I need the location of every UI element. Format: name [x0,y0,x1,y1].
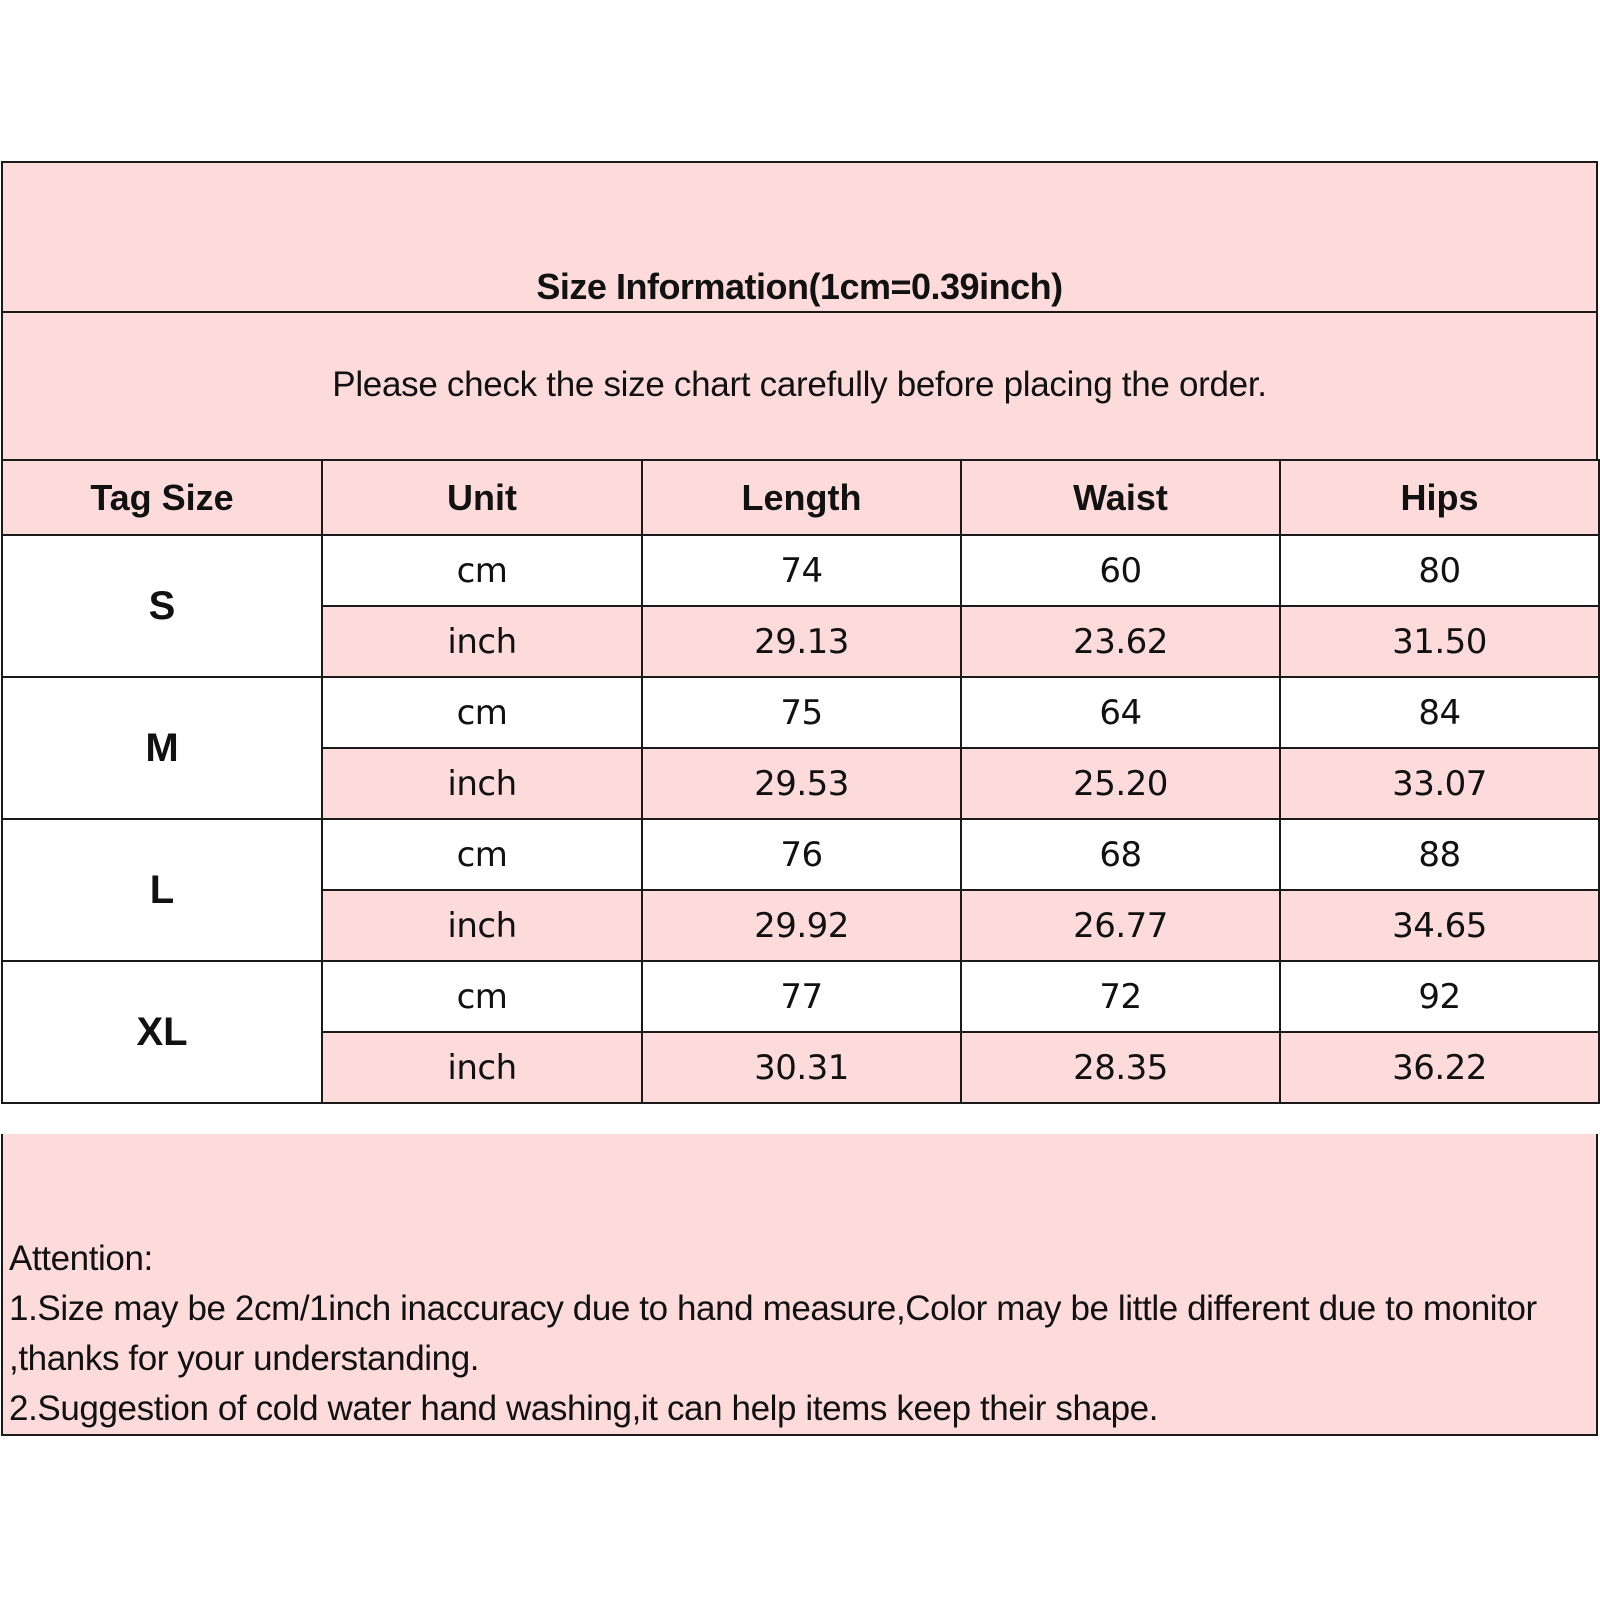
title-band [1,161,1598,312]
attention-band [1,1134,1598,1436]
size-chart [1,161,1598,1436]
attention-notes [9,1234,1586,1434]
hips-cell: 92 [1280,961,1599,1032]
attention-heading: Attention: [9,1239,153,1278]
length-cell: 29.53 [642,748,961,819]
unit-cell: cm [322,961,642,1032]
unit-cell: inch [322,606,642,677]
table-row [2,819,1599,890]
tag-size-cell: S [2,535,322,677]
waist-cell: 60 [961,535,1280,606]
column-header-hips: Hips [1280,460,1599,535]
tag-size-cell: XL [2,961,322,1103]
attention-line: ,thanks for your understanding. [9,1339,480,1378]
unit-cell: inch [322,748,642,819]
unit-cell: cm [322,677,642,748]
column-header-tag-size: Tag Size [2,460,322,535]
tag-size-cell: M [2,677,322,819]
length-cell: 75 [642,677,961,748]
table-row [2,961,1599,1032]
hips-cell: 34.65 [1280,890,1599,961]
length-cell: 29.92 [642,890,961,961]
hips-cell: 36.22 [1280,1032,1599,1103]
length-cell: 74 [642,535,961,606]
tag-size-cell: L [2,819,322,961]
waist-cell: 26.77 [961,890,1280,961]
hips-cell: 31.50 [1280,606,1599,677]
waist-cell: 28.35 [961,1032,1280,1103]
waist-cell: 25.20 [961,748,1280,819]
length-cell: 30.31 [642,1032,961,1103]
hips-cell: 84 [1280,677,1599,748]
attention-line: 2.Suggestion of cold water hand washing,it can help items keep their shape. [9,1389,1159,1428]
table-header-row [2,460,1599,535]
unit-cell: inch [322,890,642,961]
hips-cell: 80 [1280,535,1599,606]
waist-cell: 64 [961,677,1280,748]
waist-cell: 23.62 [961,606,1280,677]
waist-cell: 72 [961,961,1280,1032]
size-chart-note: Please check the size chart carefully before placing the order. [332,365,1267,404]
hips-cell: 33.07 [1280,748,1599,819]
waist-cell: 68 [961,819,1280,890]
attention-line: 1.Size may be 2cm/1inch inaccuracy due to hand measure,Color may be little different due to monitor [9,1289,1537,1328]
unit-cell: cm [322,819,642,890]
hips-cell: 88 [1280,819,1599,890]
length-cell: 29.13 [642,606,961,677]
table-row [2,677,1599,748]
note-band [1,311,1598,461]
length-cell: 77 [642,961,961,1032]
column-header-length: Length [642,460,961,535]
table-row [2,535,1599,606]
column-header-unit: Unit [322,460,642,535]
column-header-waist: Waist [961,460,1280,535]
unit-cell: cm [322,535,642,606]
size-table [1,459,1600,1104]
length-cell: 76 [642,819,961,890]
size-chart-title: Size Information(1cm=0.39inch) [536,266,1063,307]
unit-cell: inch [322,1032,642,1103]
